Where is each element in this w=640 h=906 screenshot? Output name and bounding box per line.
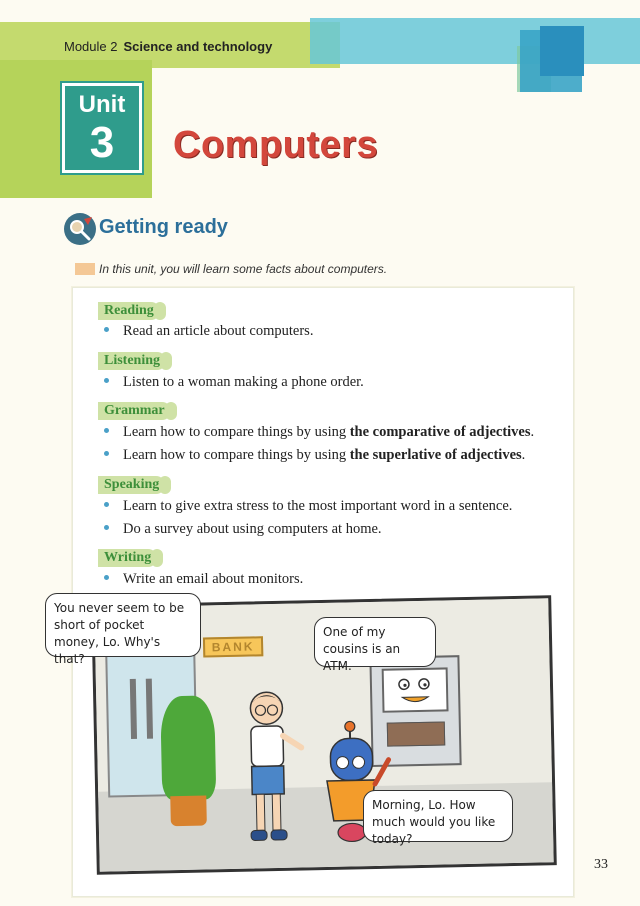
atm-screen: [382, 667, 449, 712]
bullet-dot: [104, 378, 109, 383]
page-title: Computers: [173, 124, 379, 166]
section-label-grammar: Grammar: [98, 402, 171, 420]
speech-bubble-atm: Morning, Lo. How much would you like today?: [363, 790, 513, 842]
list-item: Learn how to compare things by using the comparative of adjectives.: [104, 424, 534, 441]
bullet-dot: [104, 451, 109, 456]
page-number: 33: [594, 857, 608, 872]
module-label: Module 2: [64, 39, 118, 54]
plant-icon: [160, 695, 216, 800]
bullet-dot: [104, 575, 109, 580]
intro-marker: [75, 263, 95, 275]
module-line: [64, 39, 272, 54]
bullet-dot: [104, 525, 109, 530]
plant-pot: [170, 795, 207, 826]
section-label-reading: Reading: [98, 302, 160, 320]
header-blue-square: [540, 26, 584, 76]
header-cyan-band: [310, 18, 640, 64]
unit-word: Unit: [78, 91, 126, 118]
list-item: Do a survey about using computers at home.: [104, 521, 382, 538]
unit-badge: [62, 83, 142, 173]
speech-bubble-boy: You never seem to be short of pocket money, Lo. Why's that?: [45, 593, 201, 657]
unit-number: 3: [89, 118, 115, 167]
atm-keypad: [387, 721, 445, 746]
magnifier-icon: [64, 213, 96, 245]
section-label-listening: Listening: [98, 352, 166, 370]
list-item: Write an email about monitors.: [104, 571, 303, 588]
section-label-writing: Writing: [98, 549, 157, 567]
intro-text: In this unit, you will learn some facts about computers.: [99, 262, 388, 276]
getting-ready-heading: Getting ready: [99, 216, 228, 238]
list-item: Learn how to compare things by using the superlative of adjectives.: [104, 447, 525, 464]
boy-character-icon: [226, 685, 310, 857]
list-item: Read an article about computers.: [104, 323, 313, 340]
bullet-dot: [104, 502, 109, 507]
list-item: Learn to give extra stress to the most important word in a sentence.: [104, 498, 512, 515]
bullet-dot: [104, 327, 109, 332]
module-subtitle: Science and technology: [123, 39, 273, 54]
bank-sign: BANK: [203, 636, 263, 657]
bullet-dot: [104, 428, 109, 433]
list-item: Listen to a woman making a phone order.: [104, 374, 364, 391]
speech-bubble-robot: One of my cousins is an ATM.: [314, 617, 436, 667]
section-label-speaking: Speaking: [98, 476, 165, 494]
